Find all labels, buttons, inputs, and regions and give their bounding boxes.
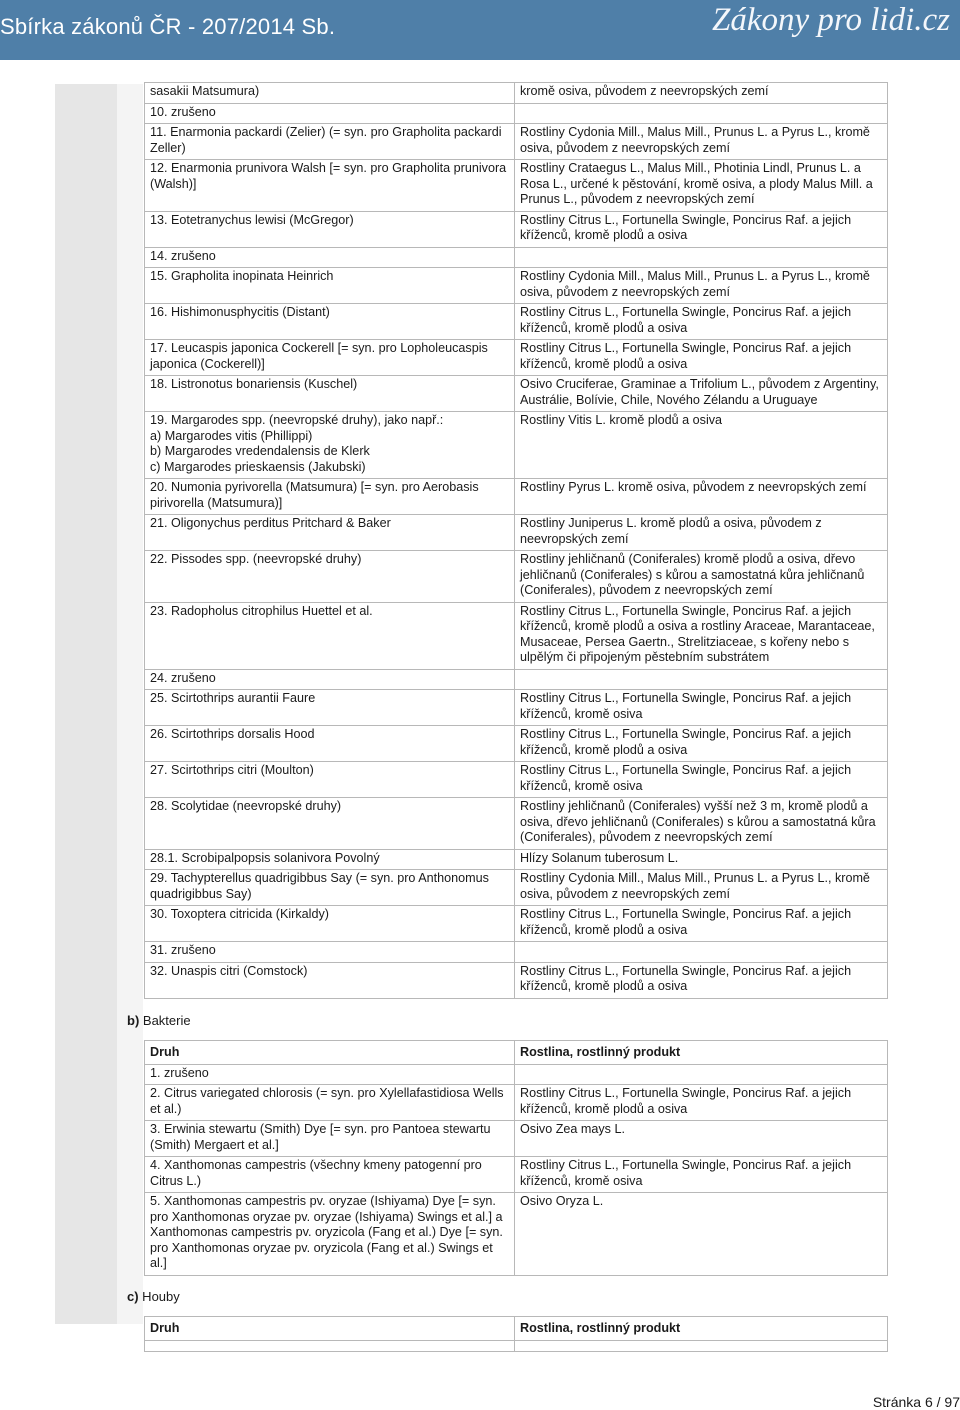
species-cell: 18. Listronotus bonariensis (Kuschel) xyxy=(145,376,515,412)
table-row xyxy=(145,1157,888,1193)
species-cell: 12. Enarmonia prunivora Walsh [= syn. pro Grapholita prunivora (Walsh)] xyxy=(145,160,515,212)
species-cell: 26. Scirtothrips dorsalis Hood xyxy=(145,726,515,762)
margin-bar-inner xyxy=(117,84,143,1324)
species-cell: sasakii Matsumura) xyxy=(145,83,515,104)
plant-cell: Rostliny Citrus L., Fortunella Swingle, Poncirus Raf. a jejich kříženců, kromě plodů a osiva xyxy=(515,340,888,376)
pest-table-bacteria xyxy=(144,1040,888,1276)
brand-logo[interactable]: Zákony pro lidi.cz xyxy=(711,2,950,38)
plant-cell: Rostliny Cydonia Mill., Malus Mill., Prunus L. a Pyrus L., kromě osiva, původem z neevropských zemí xyxy=(515,870,888,906)
page-header xyxy=(0,0,960,60)
section-bakterie xyxy=(127,1013,191,1028)
table-row xyxy=(145,247,888,268)
table-row xyxy=(145,1193,888,1276)
plant-cell: Rostliny Pyrus L. kromě osiva, původem z neevropských zemí xyxy=(515,479,888,515)
species-cell: Druh xyxy=(145,1317,515,1341)
species-cell: 20. Numonia pyrivorella (Matsumura) [= syn. pro Aerobasis pirivorella (Matsumura)] xyxy=(145,479,515,515)
table-row xyxy=(145,340,888,376)
table-row xyxy=(145,906,888,942)
plant-cell xyxy=(515,247,888,268)
table-row xyxy=(145,1121,888,1157)
plant-cell: Rostliny Citrus L., Fortunella Swingle, Poncirus Raf. a jejich kříženců, kromě plodů a osiva xyxy=(515,304,888,340)
species-cell: 32. Unaspis citri (Comstock) xyxy=(145,962,515,998)
plant-cell: Rostliny Citrus L., Fortunella Swingle, Poncirus Raf. a jejich kříženců, kromě plodů a osiva xyxy=(515,726,888,762)
plant-cell: Rostliny Citrus L., Fortunella Swingle, Poncirus Raf. a jejich kříženců, kromě plodů a osiva xyxy=(515,211,888,247)
plant-cell: Hlízy Solanum tuberosum L. xyxy=(515,849,888,870)
section-houby xyxy=(127,1289,180,1304)
plant-cell: Rostliny Citrus L., Fortunella Swingle, Poncirus Raf. a jejich kříženců, kromě plodů a osiva xyxy=(515,1085,888,1121)
table-header-row xyxy=(145,1317,888,1341)
document-title: Sbírka zákonů ČR - 207/2014 Sb. xyxy=(0,14,336,39)
species-cell: 11. Enarmonia packardi (Zelier) (= syn. pro Grapholita packardi Zeller) xyxy=(145,124,515,160)
plant-cell: Rostliny Citrus L., Fortunella Swingle, Poncirus Raf. a jejich kříženců, kromě osiva xyxy=(515,690,888,726)
species-cell: 19. Margarodes spp. (neevropské druhy), jako např.: a) Margarodes vitis (Phillippi) b) Margarodes vredendalensis de Klerk c) Margarodes prieskaensis (Jakubski) xyxy=(145,412,515,479)
plant-cell xyxy=(515,103,888,124)
table-row xyxy=(145,83,888,104)
plant-cell: Rostliny Crataegus L., Malus Mill., Photinia Lindl, Prunus L. a Rosa L., určené k pěstování, kromě osiva, a plody Malus Mill. a Prunus L., původem z neevropských zemí xyxy=(515,160,888,212)
plant-cell: Rostliny Citrus L., Fortunella Swingle, Poncirus Raf. a jejich kříženců, kromě plodů a osiva xyxy=(515,962,888,998)
table-row xyxy=(145,211,888,247)
species-cell: 5. Xanthomonas campestris pv. oryzae (Ishiyama) Dye [= syn. pro Xanthomonas oryzae pv. oryzae (Ishiyama) Swings et al.] a Xanthomonas campestris pv. oryzicola (Fang et al.) Dye [= syn. pro Xanthomonas oryzae pv. oryzicola (Fang et al.) Swings et al.] xyxy=(145,1193,515,1276)
section-letter: c) xyxy=(127,1289,139,1304)
species-cell: 30. Toxoptera citricida (Kirkaldy) xyxy=(145,906,515,942)
species-cell: 31. zrušeno xyxy=(145,942,515,963)
plant-cell: Rostliny Cydonia Mill., Malus Mill., Prunus L. a Pyrus L., kromě osiva, původem z neevropských zemí xyxy=(515,124,888,160)
table-row xyxy=(145,103,888,124)
margin-bar xyxy=(55,84,117,1324)
table-row xyxy=(145,1064,888,1085)
species-cell: 17. Leucaspis japonica Cockerell [= syn. pro Lopholeucaspis japonica (Cockerell)] xyxy=(145,340,515,376)
plant-cell: Rostliny Citrus L., Fortunella Swingle, Poncirus Raf. a jejich kříženců, kromě plodů a osiva xyxy=(515,906,888,942)
table-row xyxy=(145,762,888,798)
plant-cell xyxy=(515,669,888,690)
section-label: Houby xyxy=(138,1289,180,1304)
plant-cell: Rostliny Juniperus L. kromě plodů a osiva, původem z neevropských zemí xyxy=(515,515,888,551)
table-row xyxy=(145,412,888,479)
table-row xyxy=(145,376,888,412)
table-row xyxy=(145,479,888,515)
plant-cell xyxy=(515,1340,888,1351)
table-row xyxy=(145,515,888,551)
species-cell: 28.1. Scrobipalpopsis solanivora Povolný xyxy=(145,849,515,870)
plant-cell: Rostlina, rostlinný produkt xyxy=(515,1041,888,1065)
table-row xyxy=(145,962,888,998)
species-cell: 28. Scolytidae (neevropské druhy) xyxy=(145,798,515,850)
table-row xyxy=(145,304,888,340)
section-letter: b) xyxy=(127,1013,140,1028)
table-row xyxy=(145,870,888,906)
species-cell: 16. Hishimonusphycitis (Distant) xyxy=(145,304,515,340)
table-row xyxy=(145,849,888,870)
plant-cell: Rostliny Citrus L., Fortunella Swingle, Poncirus Raf. a jejich kříženců, kromě osiva xyxy=(515,762,888,798)
pest-table-animals xyxy=(144,82,888,999)
table-row xyxy=(145,268,888,304)
plant-cell: Rostliny Vitis L. kromě plodů a osiva xyxy=(515,412,888,479)
table-header-row xyxy=(145,1041,888,1065)
table-row xyxy=(145,160,888,212)
species-cell: 25. Scirtothrips aurantii Faure xyxy=(145,690,515,726)
plant-cell: Osivo Cruciferae, Graminae a Trifolium L., původem z Argentiny, Austrálie, Bolívie, Chile, Nového Zélandu a Uruguaye xyxy=(515,376,888,412)
species-cell: 27. Scirtothrips citri (Moulton) xyxy=(145,762,515,798)
plant-cell xyxy=(515,1064,888,1085)
species-cell xyxy=(145,1340,515,1351)
species-cell: 2. Citrus variegated chlorosis (= syn. pro Xylellafastidiosa Wells et al.) xyxy=(145,1085,515,1121)
table-row xyxy=(145,690,888,726)
table-row xyxy=(145,1085,888,1121)
table-row xyxy=(145,124,888,160)
species-cell: 3. Erwinia stewartu (Smith) Dye [= syn. pro Pantoea stewartu (Smith) Mergaert et al.] xyxy=(145,1121,515,1157)
table-row xyxy=(145,669,888,690)
plant-cell: Rostlina, rostlinný produkt xyxy=(515,1317,888,1341)
table-row xyxy=(145,942,888,963)
page-number: Stránka 6 / 97 xyxy=(872,1394,960,1410)
species-cell: 15. Grapholita inopinata Heinrich xyxy=(145,268,515,304)
section-label: Bakterie xyxy=(139,1013,191,1028)
species-cell: 4. Xanthomonas campestris (všechny kmeny patogenní pro Citrus L.) xyxy=(145,1157,515,1193)
species-cell: 22. Pissodes spp. (neevropské druhy) xyxy=(145,551,515,603)
table-row xyxy=(145,1340,888,1351)
species-cell: 13. Eotetranychus lewisi (McGregor) xyxy=(145,211,515,247)
plant-cell: Osivo Oryza L. xyxy=(515,1193,888,1276)
species-cell: 1. zrušeno xyxy=(145,1064,515,1085)
table-row xyxy=(145,798,888,850)
species-cell: 10. zrušeno xyxy=(145,103,515,124)
plant-cell: Osivo Zea mays L. xyxy=(515,1121,888,1157)
species-cell: 23. Radopholus citrophilus Huettel et al. xyxy=(145,602,515,669)
species-cell: 24. zrušeno xyxy=(145,669,515,690)
pest-table-fungi xyxy=(144,1316,888,1352)
plant-cell: kromě osiva, původem z neevropských zemí xyxy=(515,83,888,104)
plant-cell: Rostliny Cydonia Mill., Malus Mill., Prunus L. a Pyrus L., kromě osiva, původem z neevropských zemí xyxy=(515,268,888,304)
table-row xyxy=(145,551,888,603)
species-cell: 14. zrušeno xyxy=(145,247,515,268)
table-row xyxy=(145,726,888,762)
species-cell: 29. Tachypterellus quadrigibbus Say (= syn. pro Anthonomus quadrigibbus Say) xyxy=(145,870,515,906)
plant-cell: Rostliny jehličnanů (Coniferales) kromě plodů a osiva, dřevo jehličnanů (Coniferales) s kůrou a samostatná kůra jehličnanů (Coniferales), původem z neevropských zemí xyxy=(515,551,888,603)
plant-cell: Rostliny Citrus L., Fortunella Swingle, Poncirus Raf. a jejich kříženců, kromě plodů a osiva a rostliny Araceae, Marantaceae, Musaceae, Persea Gaertn., Strelitziaceae, s kořeny nebo s ulpělým či připojeným pěstebním substrátem xyxy=(515,602,888,669)
species-cell: Druh xyxy=(145,1041,515,1065)
plant-cell: Rostliny Citrus L., Fortunella Swingle, Poncirus Raf. a jejich kříženců, kromě osiva xyxy=(515,1157,888,1193)
species-cell: 21. Oligonychus perditus Pritchard & Baker xyxy=(145,515,515,551)
plant-cell: Rostliny jehličnanů (Coniferales) vyšší než 3 m, kromě plodů a osiva, dřevo jehličnanů (Coniferales) s kůrou a samostatná kůra (Coniferales), původem z neevropských zemí xyxy=(515,798,888,850)
table-row xyxy=(145,602,888,669)
plant-cell xyxy=(515,942,888,963)
